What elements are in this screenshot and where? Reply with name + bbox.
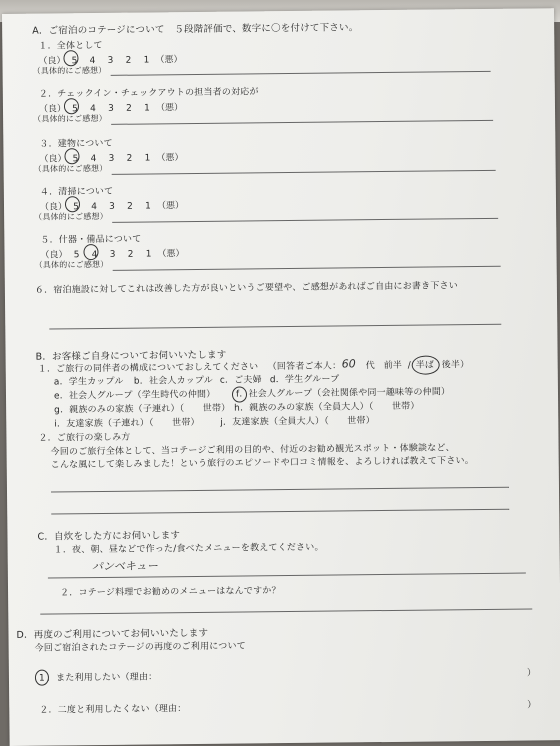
a4-selected-circle [65, 196, 80, 212]
a1-scale[interactable]: （良） 5 4 3 2 1 （悪） [38, 55, 183, 67]
d-option-1[interactable]: ．また利用したい（理由： [46, 672, 158, 684]
d-option-2-close: ） [527, 700, 537, 711]
a2-detail-label: （具体的にご感想） [33, 113, 107, 124]
a3-detail-label: （具体的にご感想） [33, 163, 108, 174]
b1-question: １．ご旅行の同伴者の構成についておしえてください [37, 362, 259, 375]
a3-label: ３．建物について [39, 138, 113, 150]
c2-answer-line [40, 608, 532, 614]
a5-scale[interactable]: （良） 5 4 3 2 1 （悪） [40, 249, 185, 261]
b1-age-mid: 半ば [415, 360, 435, 371]
b1-option-d[interactable]: d．学生グループ [269, 374, 340, 386]
a2-answer-line [111, 120, 493, 125]
b1-option-i[interactable]: i．友達家族（子連れ）（ 世帯） [54, 417, 200, 430]
b1-age-suffix: 代 [365, 361, 375, 372]
b1-option-c[interactable]: c．ご夫婦 [219, 375, 262, 386]
a3-scale[interactable]: （良） 5 4 3 2 1 （悪） [39, 153, 184, 165]
survey-sheet [2, 8, 560, 746]
d-option-1-number[interactable]: 1 [38, 673, 45, 684]
b1-option-e[interactable]: e．社会人グループ（学生時代の仲間） [53, 389, 216, 402]
b1-age-first-half: 前半 [383, 360, 403, 372]
d-option-2[interactable]: ２．二度と利用したくない（理由： [39, 704, 187, 716]
a4-answer-line [112, 218, 498, 223]
c2-question: ２．コテージ料理でお勧めのメニューはなんですか？ [60, 586, 281, 599]
b1-age-sep: / [407, 360, 411, 371]
b1-age-handwritten: 60 [341, 357, 356, 371]
b1-respondent-label: （回答者ご本人： [267, 361, 342, 373]
a6-answer-line [49, 324, 501, 330]
b1-option-a[interactable]: a．学生カップル [53, 376, 124, 388]
c1-question: １．夜、朝、昼などで作った/食べたメニューを教えてください。 [53, 542, 324, 556]
b2-answer-line-2 [51, 509, 509, 515]
d-subheading: 今回ご宿泊されたコテージの再度のご利用について [34, 641, 246, 654]
a5-selected-circle [83, 244, 98, 260]
b2-text-2: こんな風にして楽しみました！という旅行のエピソードや口コミ情報を、よろしければ教えて下さい。 [50, 456, 474, 471]
b2-question: ２．ご旅行の楽しみ方 [38, 432, 131, 444]
b1-option-j[interactable]: j．友達家族（全員大人）（ 世帯） [220, 416, 375, 428]
b2-text-1: 今回のご旅行全体として、当コテージご利用の目的や、付近のお勧め観光スポット・体験談など、 [50, 443, 455, 458]
a3-answer-line [112, 170, 496, 175]
a6-question: ６．宿泊施設に対してこれは改善した方が良いというご要望や、ご感想があればご自由にお書き下さい [34, 281, 458, 296]
a2-scale[interactable]: （良） 5 4 3 2 1 （悪） [38, 103, 184, 115]
b1-option-h[interactable]: h．親族のみの家族（全員大人）（ 世帯） [234, 401, 420, 414]
b1-age-latter: 後半） [441, 360, 470, 371]
b2-answer-line-1 [51, 487, 509, 493]
a5-answer-line [113, 266, 501, 271]
b1-option-b[interactable]: b．社会人カップル [133, 375, 213, 387]
a4-detail-label: （具体的にご感想） [34, 211, 108, 222]
a1-detail-label: （具体的にご感想） [32, 65, 107, 76]
a1-answer-line [111, 71, 491, 76]
section-b-heading: B．お客様ご自身についてお伺いいたします [35, 349, 227, 363]
a2-selected-circle [64, 98, 79, 114]
b1-option-f-circle [232, 386, 247, 402]
a4-label: ４．清掃について [39, 186, 114, 198]
a3-selected-circle [64, 148, 79, 164]
section-c-heading: C．自炊をした方にお伺いします [37, 530, 181, 543]
a5-label: ５．什器・備品について [40, 234, 142, 246]
b1-age-circle [412, 355, 440, 374]
d-option-1-close: ） [526, 668, 537, 679]
section-a-heading: A．ご宿泊のコテージについて ５段階評価で、数字に〇を付けて下さい。 [32, 22, 359, 37]
a5-detail-label: （具体的にご感想） [34, 259, 109, 270]
a2-label: ２．チェックイン・チェックアウトの担当者の対応が [38, 87, 259, 100]
a1-label: １．全体として [38, 40, 103, 52]
section-d-heading: D．再度のご利用についてお伺いいたします [16, 627, 209, 641]
b1-option-f[interactable]: f．社会人グループ（会社関係や同一趣味等の仲間） [235, 387, 451, 400]
a1-selected-circle [63, 50, 78, 66]
b1-option-g[interactable]: g．親族のみの家族（子連れ）（ 世帯） [54, 403, 231, 416]
a4-scale[interactable]: （良） 5 4 3 2 1 （悪） [39, 201, 185, 213]
c1-handwritten-answer: パンベキュー [91, 559, 158, 574]
